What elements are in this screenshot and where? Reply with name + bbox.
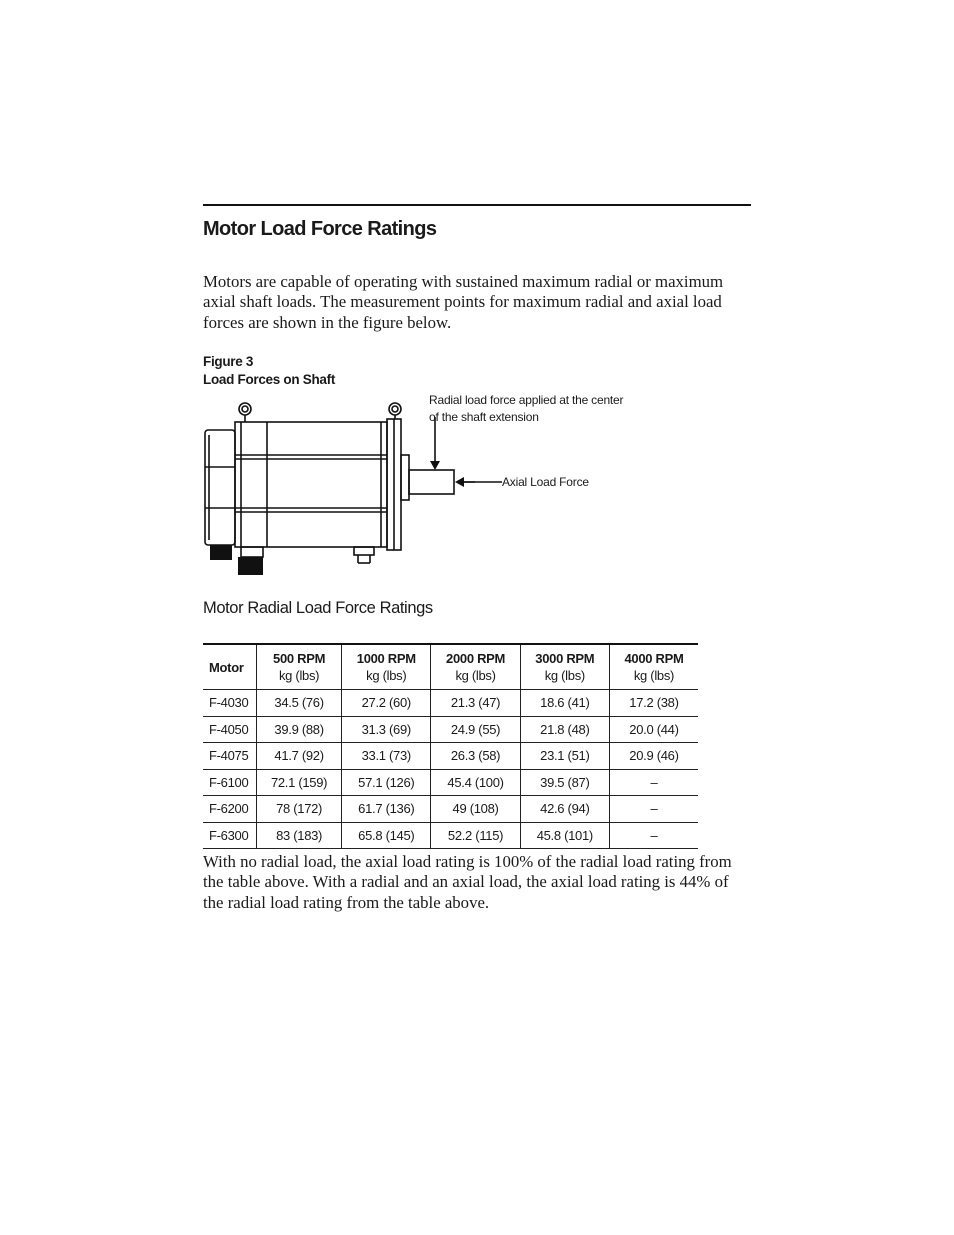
column-header: 2000 RPM kg (lbs) — [431, 644, 520, 690]
motor-body — [235, 422, 387, 547]
axial-load-callout: Axial Load Force — [502, 475, 589, 489]
table-cell: 78 (172) — [257, 796, 342, 823]
table-cell: 24.9 (55) — [431, 716, 520, 743]
table-cell: – — [609, 796, 698, 823]
table-cell: 23.1 (51) — [520, 743, 609, 770]
table-row — [203, 796, 698, 823]
section-title: Motor Load Force Ratings — [203, 218, 437, 240]
intro-paragraph: Motors are capable of operating with sustained maximum radial or maximum axial shaft loads. The measurement points for maximum radial and axial load forces are shown in the figure below. — [203, 272, 724, 332]
table-cell: 21.8 (48) — [520, 716, 609, 743]
column-header: 4000 RPM kg (lbs) — [609, 644, 698, 690]
column-header: 3000 RPM kg (lbs) — [520, 644, 609, 690]
table-cell: 20.9 (46) — [609, 743, 698, 770]
lifting-eye-left — [239, 403, 251, 415]
table-title: Motor Radial Load Force Ratings — [203, 599, 433, 617]
figure-number: Figure 3 — [203, 354, 254, 369]
table-cell: 65.8 (145) — [342, 822, 431, 849]
table-cell: 26.3 (58) — [431, 743, 520, 770]
motor-column-header: Motor — [203, 644, 257, 690]
table-cell: 27.2 (60) — [342, 690, 431, 717]
table-row — [203, 769, 698, 796]
table-row — [203, 822, 698, 849]
axial-arrow-extension — [460, 477, 502, 489]
table-cell: 17.2 (38) — [609, 690, 698, 717]
table-cell: – — [609, 822, 698, 849]
table-cell: – — [609, 769, 698, 796]
figure-caption: Load Forces on Shaft — [203, 372, 336, 387]
table-cell: 83 (183) — [257, 822, 342, 849]
radial-load-table — [203, 643, 698, 849]
table-cell: 20.0 (44) — [609, 716, 698, 743]
table-header-row — [203, 644, 698, 690]
column-header: 500 RPM kg (lbs) — [257, 644, 342, 690]
table-cell: 52.2 (115) — [431, 822, 520, 849]
table-cell: 33.1 (73) — [342, 743, 431, 770]
table-row — [203, 743, 698, 770]
radial-load-callout: Radial load force applied at the center of the shaft extension — [429, 393, 624, 424]
motor-cell: F-6100 — [203, 769, 257, 796]
table-row — [203, 690, 698, 717]
closing-paragraph: With no radial load, the axial load rating is 100% of the radial load rating from the table above. With a radial and an axial load, the axial load rating is 44% of the radial load rating from the table above. — [203, 852, 732, 912]
table-cell: 21.3 (47) — [431, 690, 520, 717]
motor-cell: F-4075 — [203, 743, 257, 770]
radial-arrow-head — [430, 461, 440, 470]
table-cell: 39.5 (87) — [520, 769, 609, 796]
motor-cell: F-4050 — [203, 716, 257, 743]
motor-shaft — [409, 470, 454, 494]
table-cell: 41.7 (92) — [257, 743, 342, 770]
section-rule — [203, 204, 751, 206]
table-cell: 45.4 (100) — [431, 769, 520, 796]
table-cell: 45.8 (101) — [520, 822, 609, 849]
table-cell: 34.5 (76) — [257, 690, 342, 717]
lifting-eye-right — [389, 403, 401, 415]
table-cell: 42.6 (94) — [520, 796, 609, 823]
table-cell: 72.1 (159) — [257, 769, 342, 796]
column-header: 1000 RPM kg (lbs) — [342, 644, 431, 690]
table-cell: 57.1 (126) — [342, 769, 431, 796]
table-row — [203, 716, 698, 743]
motor-cell: F-6300 — [203, 822, 257, 849]
table-cell: 31.3 (69) — [342, 716, 431, 743]
motor-cell: F-4030 — [203, 690, 257, 717]
motor-cell: F-6200 — [203, 796, 257, 823]
table-cell: 61.7 (136) — [342, 796, 431, 823]
table-cell: 49 (108) — [431, 796, 520, 823]
table-cell: 39.9 (88) — [257, 716, 342, 743]
table-cell: 18.6 (41) — [520, 690, 609, 717]
